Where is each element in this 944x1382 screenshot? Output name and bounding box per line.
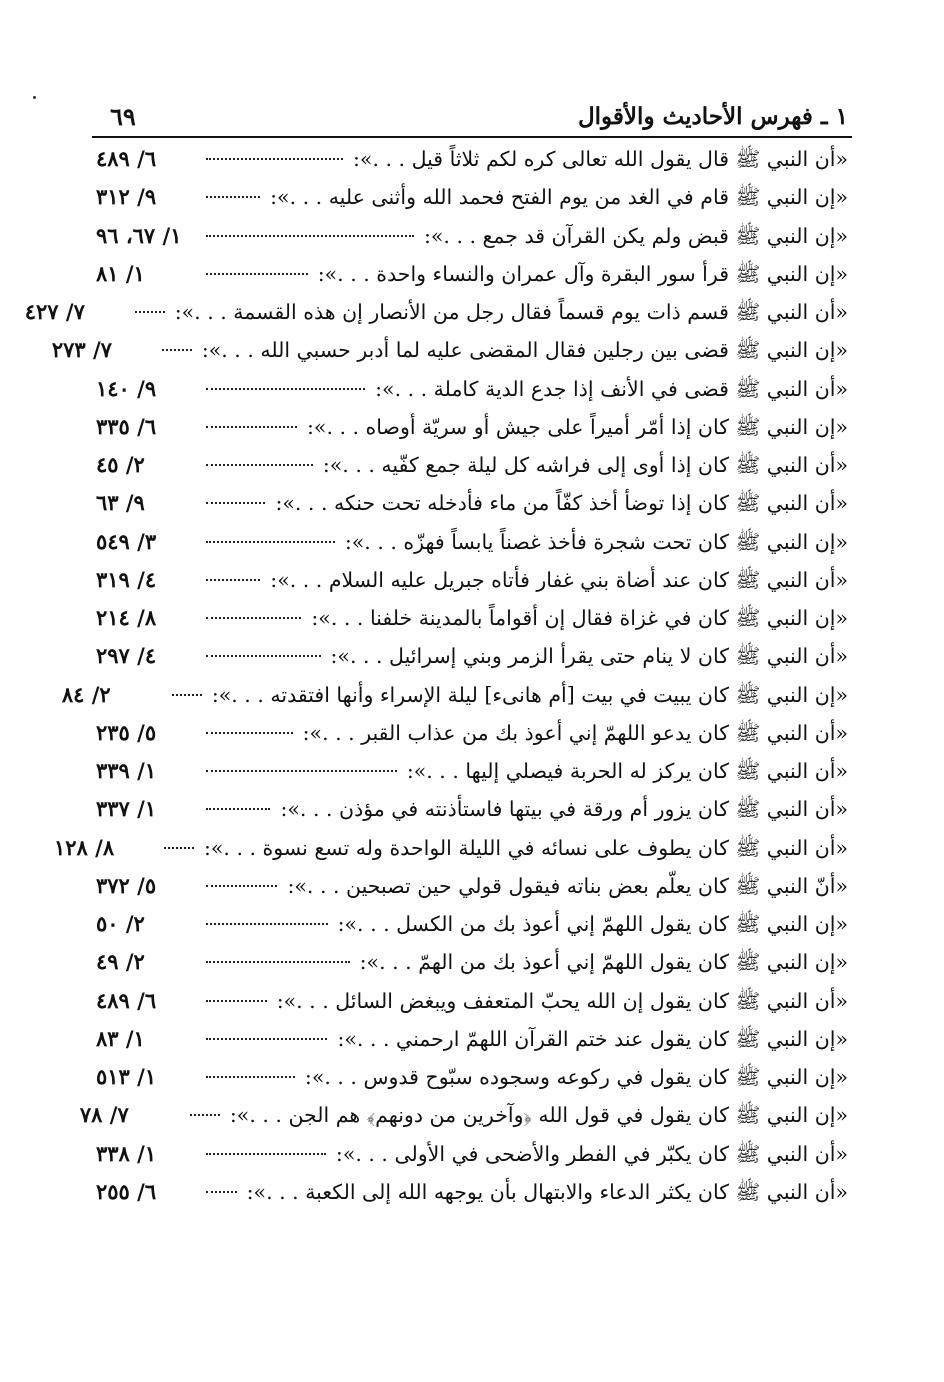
volume-page-reference: ٢/ ٤٩ bbox=[96, 949, 145, 975]
dot-leader bbox=[206, 885, 277, 887]
index-entry bbox=[96, 452, 848, 490]
index-entry bbox=[79, 1102, 848, 1140]
entry-text: «أن النبي ﷺ كان يزور أم ورقة في بيتها فاستأذنته في مؤذن . . .»: bbox=[280, 797, 848, 822]
volume-page-reference: ٢/ ٥٠ bbox=[96, 911, 145, 936]
entry-text: «أن النبي ﷺ كان يطوف على نسائه في الليلة الواحدة وله تسع نسوة . . .»: bbox=[203, 835, 848, 860]
index-entry bbox=[53, 834, 848, 873]
volume-page-reference: ٩/ ١٤٠ bbox=[96, 375, 157, 401]
dot-leader bbox=[206, 770, 397, 772]
index-entry bbox=[96, 758, 848, 796]
running-header bbox=[96, 96, 848, 136]
dot-leader bbox=[206, 655, 321, 657]
dot-leader bbox=[164, 847, 194, 849]
entry-text: «إن النبي ﷺ كان يقول اللهمّ إني أعوذ بك من الهمّ . . .»: bbox=[359, 950, 848, 975]
index-entry bbox=[96, 796, 848, 834]
dot-leader bbox=[206, 502, 265, 504]
dot-leader bbox=[206, 1038, 327, 1040]
entry-text: «أن النبي ﷺ كان إذا توضأ أخذ كفّاً من ماء فأدخله تحت حنكه . . .»: bbox=[275, 491, 848, 516]
entry-text: «أن النبي ﷺ كان لا ينام حتى يقرأ الزمر وبني إسرائيل . . .»: bbox=[330, 644, 848, 669]
entry-text: «أن النبي ﷺ كان يدعو اللهمّ إني أعوذ بك من عذاب القبر . . .»: bbox=[302, 720, 848, 745]
index-entry bbox=[61, 681, 848, 720]
dot-leader bbox=[206, 1153, 326, 1155]
index-entry bbox=[51, 337, 848, 375]
dot-leader bbox=[206, 541, 335, 543]
entry-text: «أن النبي ﷺ قضى في الأنف إذا جدع الدية كاملة . . .»: bbox=[375, 376, 848, 401]
dot-leader bbox=[206, 426, 297, 428]
entry-text: «إن النبي ﷺ كان يبيت في بيت [أم هانىء] ليلة الإسراء وأنها افتقدته . . .»: bbox=[211, 682, 848, 707]
volume-page-reference: ١/ ٨٣ bbox=[96, 1025, 145, 1051]
dot-leader bbox=[190, 1114, 220, 1116]
volume-page-reference: ٣/ ٥٤٩ bbox=[96, 528, 157, 554]
index-entry bbox=[96, 567, 848, 605]
volume-page-reference: ٨/ ٢١٤ bbox=[96, 605, 157, 630]
volume-page-reference: ١/ ٣٣٧ bbox=[96, 796, 157, 822]
dot-leader bbox=[206, 923, 328, 925]
index-entry bbox=[96, 1141, 848, 1179]
volume-page-reference: ١/ ٥١٣ bbox=[96, 1064, 157, 1089]
index-entry bbox=[96, 529, 848, 567]
index-entry bbox=[24, 299, 848, 337]
entry-text: «إن النبي ﷺ كان يقول في ركوعه وسجوده سبّوح قدوس . . .»: bbox=[304, 1065, 848, 1089]
entry-text: «إن النبي ﷺ قضى بين رجلين فقال المقضى عليه لما أدبر حسبي الله . . .»: bbox=[201, 338, 848, 363]
dot-leader bbox=[206, 961, 350, 963]
entry-text: «أن النبي ﷺ كان عند أضاة بني غفار فأتاه جبريل عليه السلام . . .»: bbox=[270, 567, 848, 592]
volume-page-reference: ٤/ ٢٩٧ bbox=[96, 643, 157, 669]
index-entry bbox=[96, 414, 848, 452]
dot-leader bbox=[172, 694, 202, 696]
page-number: ٦٩ bbox=[110, 101, 136, 131]
index-entry bbox=[96, 223, 848, 261]
dot-leader bbox=[206, 388, 365, 390]
index-entry bbox=[96, 146, 848, 184]
dot-leader bbox=[206, 1000, 267, 1002]
dot-leader bbox=[135, 311, 165, 313]
index-entry bbox=[96, 1026, 848, 1064]
header-rule bbox=[92, 136, 852, 138]
entry-text: «أن النبي ﷺ قال يقول الله تعالى كره لكم ثلاثاً قيل . . .»: bbox=[353, 147, 848, 171]
dot-leader bbox=[206, 808, 270, 810]
entry-text: «إن النبي ﷺ كان تحت شجرة فأخذ غصناً يابساً فهزّه . . .»: bbox=[344, 529, 848, 554]
volume-page-reference: ٦/ ٣٣٥ bbox=[96, 413, 157, 439]
index-entry bbox=[96, 376, 848, 414]
dot-leader bbox=[162, 349, 192, 351]
volume-page-reference: ٧/ ٤٢٧ bbox=[24, 299, 85, 324]
entry-text: «إن النبي ﷺ كان إذا أمّر أميراً على جيش أو سريّة أوصاه . . .»: bbox=[307, 414, 848, 439]
volume-page-reference: ١/ ٨١ bbox=[96, 260, 145, 286]
entry-text: «إن النبي ﷺ كان يقول عند ختم القرآن اللهمّ ارحمني . . .»: bbox=[337, 1026, 848, 1051]
volume-page-reference: ٢/ ٨٤ bbox=[61, 681, 111, 707]
volume-page-reference: ٨/ ١٢٨ bbox=[53, 834, 115, 860]
dot-leader bbox=[206, 1191, 237, 1193]
volume-page-reference: ٥/ ٣٧٢ bbox=[96, 872, 157, 898]
entry-text: «أنّ النبي ﷺ كان يعلّم بعض بناته فيقول قولي حين تصبحين . . .»: bbox=[287, 873, 848, 898]
entry-text: «أن النبي ﷺ كان يكثر الدعاء والابتهال بأن يوجهه الله إلى الكعبة . . .»: bbox=[246, 1179, 848, 1204]
entry-text: «أن النبي ﷺ كان إذا أوى إلى فراشه كل ليلة جمع كفّيه . . .»: bbox=[322, 453, 848, 477]
volume-page-reference: ١/ ٦٧، ٩٦ bbox=[96, 222, 182, 248]
dot-leader bbox=[206, 579, 260, 581]
index-entry bbox=[96, 1064, 848, 1102]
volume-page-reference: ٦/ ٤٨٩ bbox=[96, 987, 157, 1013]
dot-leader bbox=[206, 464, 313, 466]
section-title: ١ ـ فهرس الأحاديث والأقوال bbox=[577, 102, 848, 130]
entry-text: «أن النبي ﷺ كان يكبّر في الفطر والأضحى في الأولى . . .»: bbox=[335, 1141, 848, 1166]
index-entry bbox=[96, 490, 848, 528]
volume-page-reference: ٢/ ٤٥ bbox=[96, 452, 145, 477]
index-entry bbox=[96, 643, 848, 681]
index-entry bbox=[96, 605, 848, 643]
entry-text: «إن النبي ﷺ كان يقول اللهمّ إني أعوذ بك من الكسل . . .»: bbox=[337, 912, 848, 936]
volume-page-reference: ١/ ٣٣٩ bbox=[96, 758, 157, 783]
index-entry bbox=[96, 873, 848, 911]
volume-page-reference: ١/ ٣٣٨ bbox=[96, 1140, 157, 1166]
index-entry bbox=[96, 911, 848, 949]
entry-text: «أن النبي ﷺ كان يقول إن الله يحبّ المتعفف ويبغض السائل . . .»: bbox=[276, 988, 848, 1013]
entry-text: «إن النبي ﷺ قرأ سور البقرة وآل عمران والنساء واحدة . . .»: bbox=[317, 261, 848, 286]
index-entry bbox=[96, 988, 848, 1026]
volume-page-reference: ٤/ ٣١٩ bbox=[96, 566, 157, 592]
dot-leader bbox=[206, 158, 343, 160]
dot-leader bbox=[206, 732, 293, 734]
dot-leader bbox=[206, 617, 301, 619]
volume-page-reference: ٦/ ٤٨٩ bbox=[96, 146, 157, 171]
index-entry bbox=[96, 720, 848, 758]
volume-page-reference: ٧/ ٢٧٣ bbox=[51, 337, 112, 363]
entry-text: «أن النبي ﷺ كان يركز له الحربة فيصلي إليها . . .»: bbox=[406, 759, 848, 783]
index-entry bbox=[96, 261, 848, 299]
entry-text: «أن النبي ﷺ قسم ذات يوم قسماً فقال رجل من الأنصار إن هذه القسمة . . .»: bbox=[174, 300, 848, 324]
entry-text: «إن النبي ﷺ قام في الغد من يوم الفتح فحمد الله وأثنى عليه . . .»: bbox=[270, 185, 848, 210]
hadith-index-list bbox=[24, 146, 848, 1217]
index-entry bbox=[96, 1179, 848, 1217]
dot-leader bbox=[206, 273, 308, 275]
dot-leader bbox=[206, 196, 260, 198]
entry-text: «إن النبي ﷺ كان يقول في قول الله ﴿وآخرين من دونهم﴾ هم الجن . . .»: bbox=[229, 1103, 848, 1128]
index-entry bbox=[96, 184, 848, 222]
volume-page-reference: ٧/ ٧٨ bbox=[79, 1102, 129, 1128]
dot-leader bbox=[206, 1076, 295, 1078]
entry-text: «إن النبي ﷺ كان في غزاة فقال إن أقواماً بالمدينة خلفنا . . .»: bbox=[311, 606, 848, 630]
dot-leader bbox=[206, 235, 414, 237]
volume-page-reference: ٥/ ٢٣٥ bbox=[96, 719, 157, 745]
volume-page-reference: ٩/ ٦٣ bbox=[96, 490, 145, 516]
index-entry bbox=[96, 949, 848, 987]
scan-speck bbox=[33, 96, 36, 99]
volume-page-reference: ٩/ ٣١٢ bbox=[96, 184, 157, 210]
volume-page-reference: ٦/ ٢٥٥ bbox=[96, 1178, 157, 1204]
entry-text: «إن النبي ﷺ قبض ولم يكن القرآن قد جمع . . .»: bbox=[423, 223, 848, 248]
